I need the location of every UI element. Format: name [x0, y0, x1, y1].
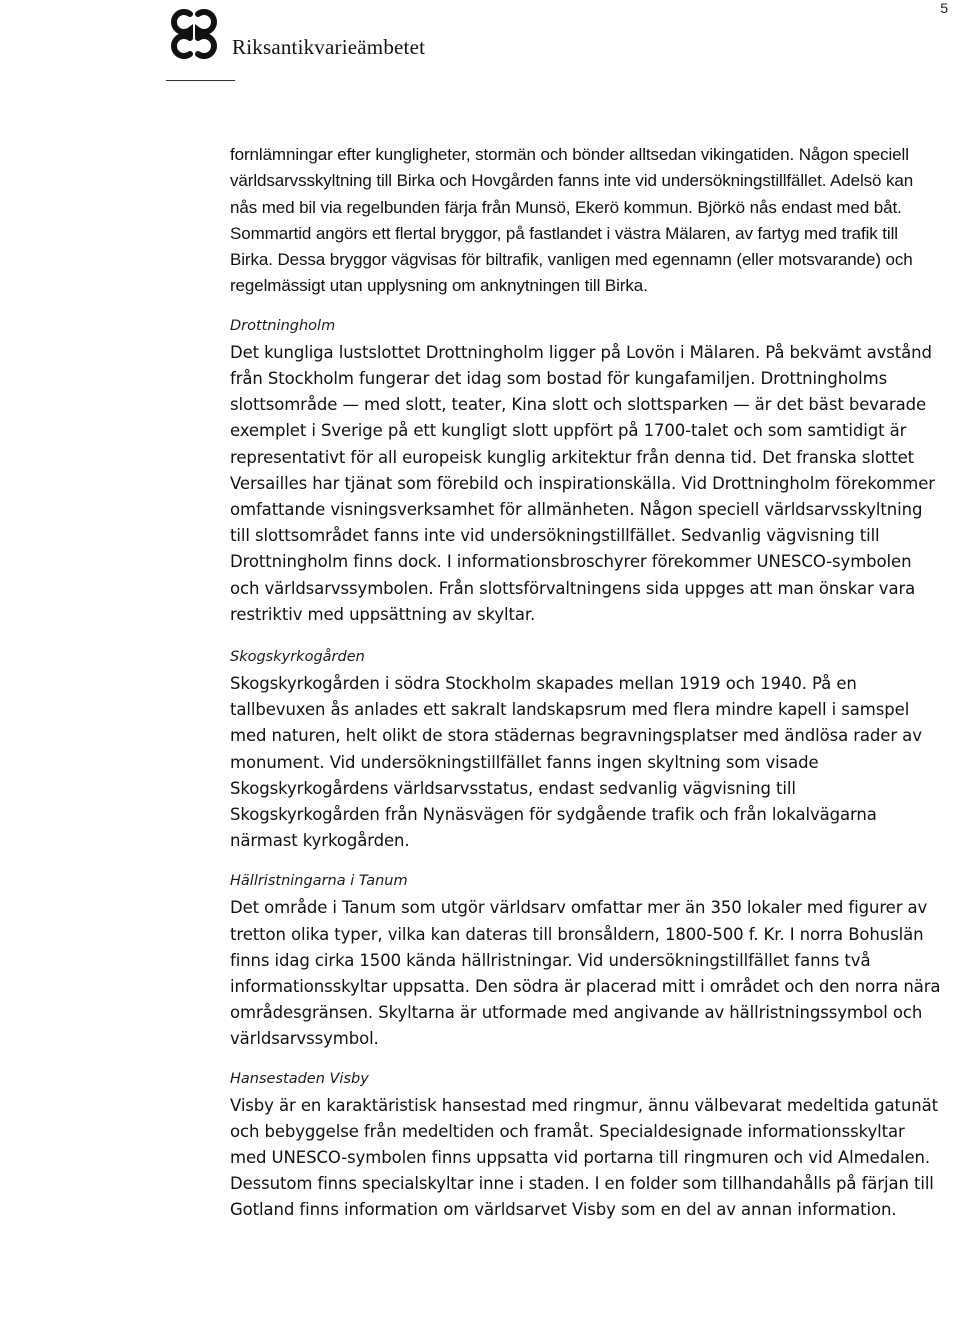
document-body [230, 142, 942, 1224]
header-divider [166, 80, 235, 81]
document-header [166, 6, 425, 62]
section-paragraph: Det område i Tanum som utgör världsarv omfattar mer än 350 lokaler med figurer av tretton olika typer, vilka kan dateras till bronsåldern, 1800-500 f. Kr. I norra Bohuslän finns idag cirka 1500 kända hällristningar. Vid undersökningstillfället fanns två informationsskyltar uppsatta. Den södra är placerad mitt i området och den norra nära områdesgränsen. Skyltarna är utformade med angivande av hällristningssymbol och världsarvssymbol. [230, 898, 941, 1049]
section-drottningholm [230, 316, 942, 628]
raa-logo-icon [166, 6, 222, 62]
section-skogskyrkogarden [230, 647, 942, 854]
section-paragraph: Det kungliga lustslottet Drottningholm ligger på Lovön i Mälaren. På bekvämt avstånd från Stockholm fungerar det idag som bostad för kungafamiljen. Drottningholms slottsområde — med slott, teater, Kina slott och slottsparken — är det bäst bevarade exemplet i Sverige på ett kungligt slott uppfört på 1700-talet och som samtidigt är representativt för all europeisk kunglig arkitektur från denna tid. Det franska slottet Versailles har tjänat som förebild och inspirationskälla. Vid Drottningholm förekommer omfattande visningsverksamhet för allmänheten. Någon speciell världsarvsskyltning till slottsområdet fanns inte vid undersökningstillfället. Sedvanlig vägvisning till Drottningholm finns dock. I informationsbroschyrer förekommer UNESCO-symbolen och världsarvssymbolen. Från slottsförvaltningens sida uppges att man önskar vara restriktiv med uppsättning av skyltar. [230, 342, 935, 624]
section-hallristningarna [230, 871, 942, 1052]
section-heading: Skogskyrkogården [230, 649, 365, 666]
section-heading: Hansestaden Visby [230, 1070, 369, 1087]
section-heading: Drottningholm [230, 317, 336, 334]
section-paragraph: Visby är en karaktäristisk hansestad med ringmur, ännu välbevarat medeltida gatunät och bebyggelse från medeltiden och framåt. Specialdesignade informationsskyltar med UNESCO-symbolen finns uppsatta vid portarna till ringmuren och vid Almedalen. Dessutom finns specialskyltar inne i staden. I en folder som tillhandahålls på färjan till Gotland finns information om världsarvet Visby som en del av annan information. [230, 1095, 938, 1220]
section-heading: Hällristningarna i Tanum [230, 873, 408, 890]
intro-paragraph: fornlämningar efter kungligheter, stormän och bönder alltsedan vikingatiden. Någon speciell världsarvsskyltning till Birka och Hovgården fanns inte vid undersökningstillfället. Adelsö kan nås med bil via regelbunden färja från Munsö, Ekerö kommun. Björkö nås endast med båt. Sommartid angörs ett flertal bryggor, på fastlandet i västra Mälaren, av fartyg med trafik till Birka. Dessa bryggor vägvisas för biltrafik, vanligen med egennamn (eller motsvarande) och regelmässigt utan upplysning om anknytningen till Birka. [230, 145, 914, 296]
organization-name: Riksantikvarieämbetet [232, 35, 426, 59]
page-number: 5 [940, 0, 948, 16]
section-paragraph: Skogskyrkogården i södra Stockholm skapades mellan 1919 och 1940. På en tallbevuxen ås anlades ett sakralt landskapsrum med flera mindre kapell i samspel med naturen, helt olikt de stora städernas begravningsplatser med ändlösa rader av monument. Vid undersökningstillfället fanns ingen skyltning som visade Skogskyrkogårdens världsarvsstatus, endast sedvanlig vägvisning till Skogskyrkogården från Nynäsvägen för sydgående trafik och från lokalvägarna närmast kyrkogården. [230, 674, 922, 851]
section-visby [230, 1069, 942, 1224]
